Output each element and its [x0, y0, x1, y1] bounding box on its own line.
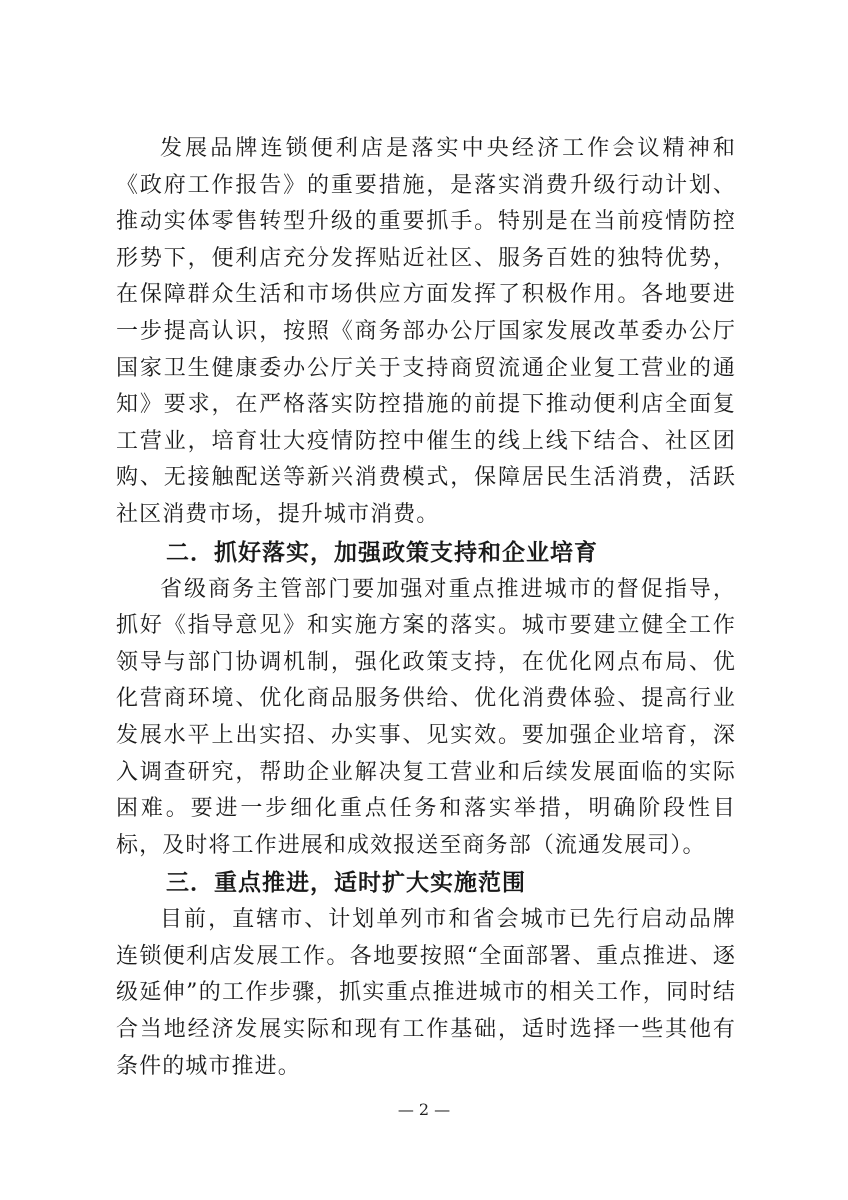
page-number: — 2 —	[397, 1100, 451, 1119]
paragraph-2: 省级商务主管部门要加强对重点推进城市的督促指导，抓好《指导意见》和实施方案的落实。城市要建立健全工作领导与部门协调机制，强化政策支持，在优化网点布局、优化营商环境、优化商品服务供给、优化消费体验、提高行业发展水平上出实招、办实事、见实效。要加强企业培育，深入调查研究，帮助企业解决复工营业和后续发展面临的实际困难。要进一步细化重点任务和落实举措，明确阶段性目标，及时将工作进展和成效报送至商务部（流通发展司）。	[116, 576, 736, 858]
section-heading-2: 二．抓好落实，加强政策支持和企业培育	[166, 539, 598, 566]
paragraph-1: 发展品牌连锁便利店是落实中央经济工作会议精神和《政府工作报告》的重要措施，是落实消费升级行动计划、推动实体零售转型升级的重要抓手。特别是在当前疫情防控形势下，便利店充分发挥贴近社区、服务百姓的独特优势，在保障群众生活和市场供应方面发挥了积极作用。各地要进一步提高认识，按照《商务部办公厅国家发展改革委办公厅 国家卫生健康委办公厅关于支持商贸流通企业复工营业的通知》要求，在严格落实防控措施的前提下推动便利店全面复工营业，培育壮大疫情防控中催生的线上线下结合、社区团购、无接触配送等新兴消费模式，保障居民生活消费，活跃社区消费市场，提升城市消费。	[116, 136, 736, 527]
document-body	[116, 131, 736, 1085]
section-heading-3: 三．重点推进，适时扩大实施范围	[166, 870, 526, 897]
paragraph-3: 目前，直辖市、计划单列市和省会城市已先行启动品牌连锁便利店发展工作。各地要按照“全面部署、重点推进、逐级延伸”的工作步骤，抓实重点推进城市的相关工作，同时结合当地经济发展实际和现有工作基础，适时选择一些其他有条件的城市推进。	[116, 907, 736, 1079]
